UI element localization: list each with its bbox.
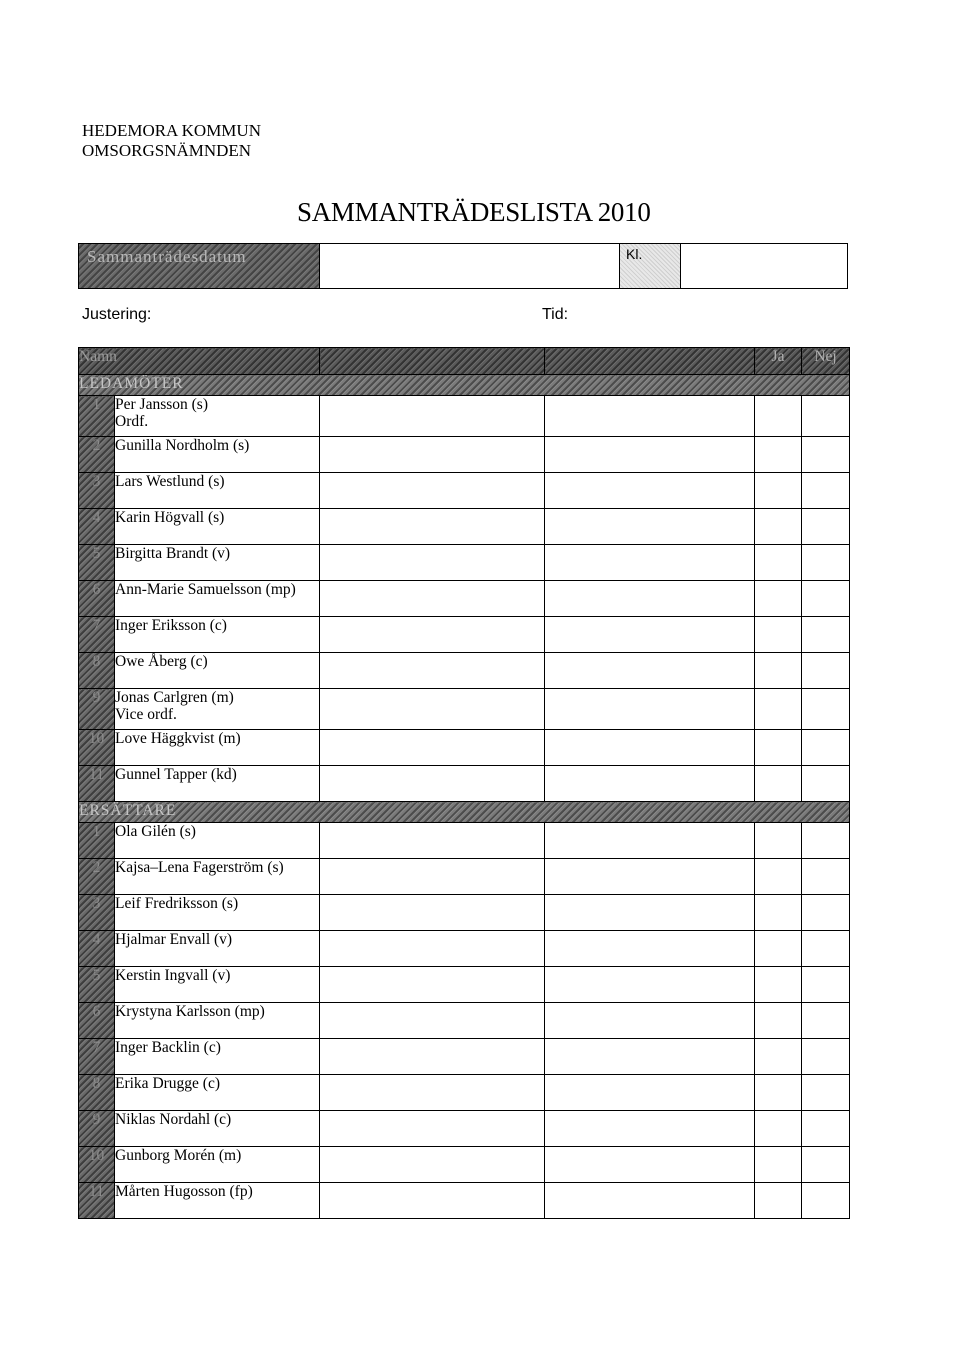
organization-name: HEDEMORA KOMMUN [82, 121, 261, 140]
vote-ja-cell[interactable] [755, 617, 802, 653]
vote-nej-cell[interactable] [802, 581, 850, 617]
note-cell[interactable] [320, 1111, 545, 1147]
committee-name: OMSORGSNÄMNDEN [82, 141, 252, 160]
vote-nej-cell[interactable] [802, 617, 850, 653]
note-cell[interactable] [545, 1003, 755, 1039]
member-name [115, 473, 320, 509]
note-cell[interactable] [320, 1147, 545, 1183]
time-label: Kl. [619, 244, 681, 288]
vote-ja-cell[interactable] [755, 545, 802, 581]
note-cell[interactable] [545, 689, 755, 730]
table-row [79, 689, 850, 730]
row-number: 6 [79, 581, 115, 617]
member-role: Vice ordf. [115, 706, 177, 723]
member-name-text: Niklas Nordahl (c) [115, 1111, 232, 1128]
note-cell[interactable] [545, 617, 755, 653]
vote-nej-cell[interactable] [802, 509, 850, 545]
vote-ja-cell[interactable] [755, 653, 802, 689]
member-name-text: Inger Backlin (c) [115, 1039, 221, 1056]
note-cell[interactable] [545, 823, 755, 859]
note-cell[interactable] [545, 766, 755, 802]
row-number: 6 [79, 1003, 115, 1039]
vote-nej-cell[interactable] [802, 653, 850, 689]
vote-nej-cell[interactable] [802, 437, 850, 473]
row-number: 1 [79, 823, 115, 859]
table-row [79, 1039, 850, 1075]
tid-label: Tid: [542, 306, 569, 323]
table-row [79, 581, 850, 617]
member-name [115, 859, 320, 895]
member-name [115, 509, 320, 545]
member-name [115, 1039, 320, 1075]
vote-nej-cell[interactable] [802, 967, 850, 1003]
table-row [79, 437, 850, 473]
member-name [115, 895, 320, 931]
header-vote-ja: Ja [755, 348, 802, 375]
row-number: 9 [79, 689, 115, 730]
note-cell[interactable] [545, 653, 755, 689]
note-cell[interactable] [320, 859, 545, 895]
table-row [79, 730, 850, 766]
member-name-text: Kajsa–Lena Fagerström (s) [115, 859, 284, 876]
note-cell[interactable] [320, 437, 545, 473]
note-cell[interactable] [320, 967, 545, 1003]
member-name-text: Krystyna Karlsson (mp) [115, 1003, 265, 1020]
vote-ja-cell[interactable] [755, 1075, 802, 1111]
member-name-text: Gunilla Nordholm (s) [115, 437, 250, 454]
section-deputies-label: ERSÄTTARE [79, 802, 850, 823]
row-number: 11 [79, 1183, 115, 1219]
note-cell[interactable] [545, 437, 755, 473]
row-number: 3 [79, 895, 115, 931]
note-cell[interactable] [320, 766, 545, 802]
note-cell[interactable] [320, 823, 545, 859]
row-number: 4 [79, 931, 115, 967]
vote-nej-cell[interactable] [802, 1111, 850, 1147]
note-cell[interactable] [320, 1183, 545, 1219]
table-row [79, 1075, 850, 1111]
vote-nej-cell[interactable] [802, 1075, 850, 1111]
vote-nej-cell[interactable] [802, 730, 850, 766]
row-number: 1 [79, 396, 115, 437]
vote-ja-cell[interactable] [755, 396, 802, 437]
vote-ja-cell[interactable] [755, 895, 802, 931]
note-cell[interactable] [320, 653, 545, 689]
note-cell[interactable] [320, 1003, 545, 1039]
member-name-text: Ola Gilén (s) [115, 823, 196, 840]
meeting-date-field[interactable] [319, 244, 620, 288]
attendance-table [78, 347, 850, 1219]
row-number: 11 [79, 766, 115, 802]
note-cell[interactable] [320, 617, 545, 653]
vote-ja-cell[interactable] [755, 1039, 802, 1075]
row-number: 5 [79, 967, 115, 1003]
member-name-text: Jonas Carlgren (m) [115, 689, 234, 706]
vote-ja-cell[interactable] [755, 766, 802, 802]
table-row [79, 1147, 850, 1183]
member-name-text: Birgitta Brandt (v) [115, 545, 231, 562]
member-name-text: Ann-Marie Samuelsson (mp) [115, 581, 296, 598]
table-row [79, 931, 850, 967]
note-cell[interactable] [320, 1039, 545, 1075]
vote-nej-cell[interactable] [802, 895, 850, 931]
table-row [79, 895, 850, 931]
member-name [115, 1183, 320, 1219]
vote-nej-cell[interactable] [802, 1003, 850, 1039]
member-name-text: Mårten Hugosson (fp) [115, 1183, 253, 1200]
note-cell[interactable] [545, 581, 755, 617]
meeting-date-label: Sammanträdesdatum [79, 244, 319, 288]
vote-ja-cell[interactable] [755, 859, 802, 895]
vote-nej-cell[interactable] [802, 931, 850, 967]
member-name-text: Gunborg Morén (m) [115, 1147, 242, 1164]
member-name-text: Owe Åberg (c) [115, 653, 208, 670]
note-cell[interactable] [320, 730, 545, 766]
member-name-text: Per Jansson (s) [115, 396, 208, 413]
vote-ja-cell[interactable] [755, 1147, 802, 1183]
member-name-text: Lars Westlund (s) [115, 473, 225, 490]
header-vote-nej: Nej [802, 348, 850, 375]
vote-ja-cell[interactable] [755, 967, 802, 1003]
table-row [79, 859, 850, 895]
table-row [79, 1111, 850, 1147]
table-row [79, 766, 850, 802]
member-name [115, 617, 320, 653]
note-cell[interactable] [320, 931, 545, 967]
member-name-text: Kerstin Ingvall (v) [115, 967, 231, 984]
member-name-text: Gunnel Tapper (kd) [115, 766, 237, 783]
note-cell[interactable] [320, 581, 545, 617]
time-field[interactable] [681, 244, 847, 288]
header-name: Namn [79, 348, 320, 375]
member-name [115, 1147, 320, 1183]
note-cell[interactable] [320, 473, 545, 509]
vote-ja-cell[interactable] [755, 581, 802, 617]
vote-nej-cell[interactable] [802, 689, 850, 730]
vote-nej-cell[interactable] [802, 473, 850, 509]
note-cell[interactable] [545, 1111, 755, 1147]
table-row [79, 473, 850, 509]
row-number: 8 [79, 653, 115, 689]
member-name-text: Hjalmar Envall (v) [115, 931, 233, 948]
note-cell[interactable] [320, 689, 545, 730]
header-cell [320, 348, 545, 375]
vote-nej-cell[interactable] [802, 1183, 850, 1219]
member-role: Ordf. [115, 413, 149, 430]
member-name-text: Erika Drugge (c) [115, 1075, 221, 1092]
table-row [79, 823, 850, 859]
meeting-date-box [78, 243, 848, 289]
member-name [115, 823, 320, 859]
vote-nej-cell[interactable] [802, 1039, 850, 1075]
member-name [115, 730, 320, 766]
member-name [115, 581, 320, 617]
row-number: 3 [79, 473, 115, 509]
table-row [79, 509, 850, 545]
member-name-text: Leif Fredriksson (s) [115, 895, 239, 912]
vote-ja-cell[interactable] [755, 509, 802, 545]
row-number: 9 [79, 1111, 115, 1147]
row-number: 7 [79, 1039, 115, 1075]
table-row [79, 653, 850, 689]
note-cell[interactable] [320, 396, 545, 437]
member-name [115, 766, 320, 802]
table-row [79, 545, 850, 581]
member-name [115, 396, 320, 437]
row-number: 2 [79, 437, 115, 473]
section-members-row [79, 375, 850, 396]
note-cell[interactable] [545, 545, 755, 581]
row-number: 7 [79, 617, 115, 653]
note-cell[interactable] [545, 396, 755, 437]
row-number: 10 [79, 1147, 115, 1183]
note-cell[interactable] [320, 545, 545, 581]
row-number: 8 [79, 1075, 115, 1111]
row-number: 10 [79, 730, 115, 766]
note-cell[interactable] [545, 1147, 755, 1183]
section-members-label: LEDAMÖTER [79, 375, 850, 396]
note-cell[interactable] [545, 730, 755, 766]
vote-ja-cell[interactable] [755, 823, 802, 859]
member-name [115, 545, 320, 581]
vote-nej-cell[interactable] [802, 545, 850, 581]
table-row [79, 396, 850, 437]
section-deputies-row [79, 802, 850, 823]
vote-nej-cell[interactable] [802, 396, 850, 437]
member-name [115, 1003, 320, 1039]
table-row [79, 1183, 850, 1219]
note-cell[interactable] [320, 509, 545, 545]
vote-nej-cell[interactable] [802, 859, 850, 895]
note-cell[interactable] [545, 859, 755, 895]
member-name-text: Inger Eriksson (c) [115, 617, 227, 634]
member-name [115, 967, 320, 1003]
note-cell[interactable] [545, 1183, 755, 1219]
note-cell[interactable] [545, 509, 755, 545]
document-title: SAMMANTRÄDESLISTA 2010 [297, 197, 651, 227]
note-cell[interactable] [545, 1075, 755, 1111]
member-name [115, 1075, 320, 1111]
member-name [115, 931, 320, 967]
vote-ja-cell[interactable] [755, 1111, 802, 1147]
row-number: 4 [79, 509, 115, 545]
vote-nej-cell[interactable] [802, 766, 850, 802]
note-cell[interactable] [320, 895, 545, 931]
table-header-row [79, 348, 850, 375]
member-name [115, 653, 320, 689]
header-cell [545, 348, 755, 375]
vote-nej-cell[interactable] [802, 1147, 850, 1183]
member-name [115, 437, 320, 473]
table-row [79, 967, 850, 1003]
vote-nej-cell[interactable] [802, 823, 850, 859]
member-name [115, 1111, 320, 1147]
vote-ja-cell[interactable] [755, 473, 802, 509]
row-number: 2 [79, 859, 115, 895]
row-number: 5 [79, 545, 115, 581]
table-row [79, 1003, 850, 1039]
vote-ja-cell[interactable] [755, 931, 802, 967]
note-cell[interactable] [320, 1075, 545, 1111]
justering-label: Justering: [82, 306, 152, 323]
member-name-text: Love Häggkvist (m) [115, 730, 241, 747]
vote-ja-cell[interactable] [755, 1183, 802, 1219]
vote-ja-cell[interactable] [755, 1003, 802, 1039]
note-cell[interactable] [545, 931, 755, 967]
member-name [115, 689, 320, 730]
vote-ja-cell[interactable] [755, 730, 802, 766]
note-cell[interactable] [545, 895, 755, 931]
vote-ja-cell[interactable] [755, 689, 802, 730]
note-cell[interactable] [545, 967, 755, 1003]
note-cell[interactable] [545, 1039, 755, 1075]
note-cell[interactable] [545, 473, 755, 509]
table-row [79, 617, 850, 653]
vote-ja-cell[interactable] [755, 437, 802, 473]
member-name-text: Karin Högvall (s) [115, 509, 225, 526]
